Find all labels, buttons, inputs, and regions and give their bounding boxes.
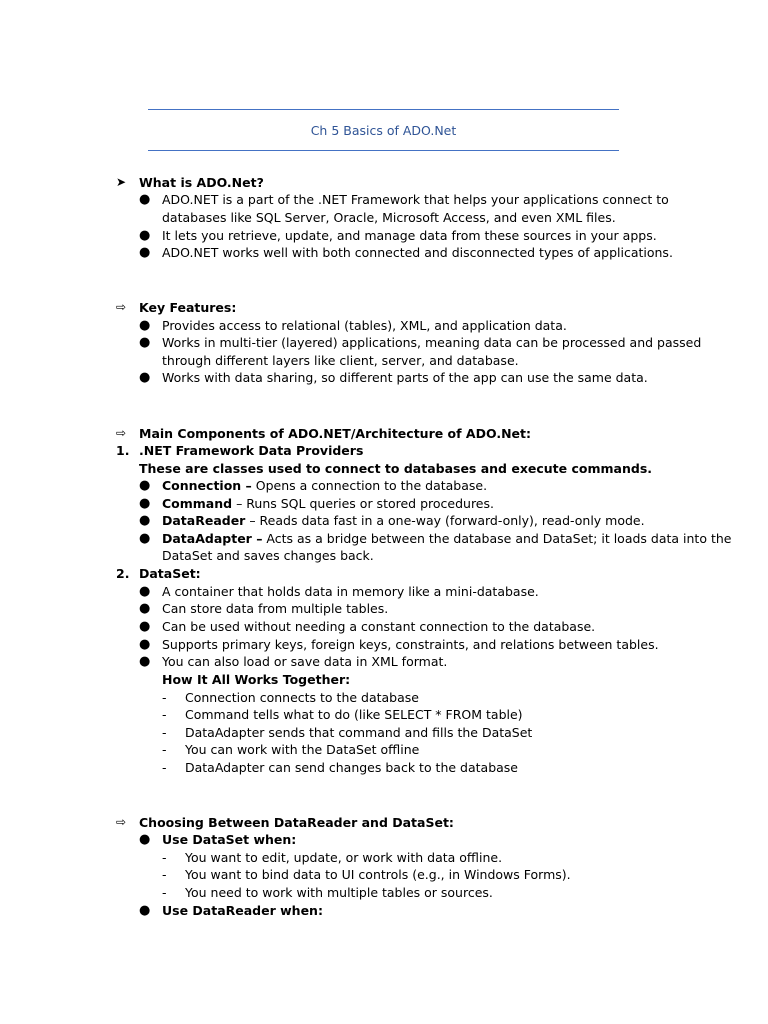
title-rule-bottom: [148, 150, 619, 151]
dash-icon: -: [162, 850, 167, 865]
list-item: A container that holds data in memory like a mini-database.: [162, 584, 539, 599]
dash-icon: -: [162, 867, 167, 882]
bullet-icon: ●: [139, 832, 151, 847]
section-heading-what-is: What is ADO.Net?: [139, 175, 264, 190]
list-item: DataAdapter can send changes back to the database: [185, 760, 519, 775]
list-item: Works with data sharing, so different parts of the app can use the same data.: [162, 370, 648, 385]
list-item: It lets you retrieve, update, and manage data from these sources in your apps.: [162, 228, 657, 243]
term-description: Opens a connection to the database.: [251, 478, 488, 493]
list-item: Provides access to relational (tables), XML, and application data.: [162, 318, 567, 333]
term-description: – Runs SQL queries or stored procedures.: [232, 496, 494, 511]
list-item: [162, 530, 731, 548]
bullet-icon: ●: [139, 478, 151, 493]
section-heading-key-features: Key Features:: [139, 300, 237, 315]
numbered-item-subtitle: These are classes used to connect to databases and execute commands.: [139, 461, 653, 476]
list-item-continuation: databases like SQL Server, Oracle, Microsoft Access, and even XML files.: [162, 210, 616, 225]
bullet-icon: ●: [139, 619, 151, 634]
dash-icon: -: [162, 760, 167, 775]
list-item: Works in multi-tier (layered) applications, meaning data can be processed and passed: [162, 335, 702, 350]
bullet-icon: ●: [139, 228, 151, 243]
bullet-icon: ●: [139, 370, 151, 385]
list-number: 2.: [116, 566, 130, 581]
section-heading-main-components: Main Components of ADO.NET/Architecture of ADO.Net:: [139, 426, 531, 441]
subsection-heading-how-it-works: How It All Works Together:: [162, 672, 351, 687]
list-item: ADO.NET works well with both connected and disconnected types of applications.: [162, 245, 673, 260]
list-item-continuation: through different layers like client, server, and database.: [162, 353, 519, 368]
bullet-icon: ●: [139, 531, 151, 546]
list-item: You want to bind data to UI controls (e.g., in Windows Forms).: [185, 867, 571, 882]
term-datareader: DataReader: [162, 513, 246, 528]
list-item: [162, 495, 494, 513]
dash-icon: -: [162, 725, 167, 740]
bullet-icon: ●: [139, 496, 151, 511]
bullet-icon: ●: [139, 192, 151, 207]
term-dataadapter: DataAdapter –: [162, 531, 263, 546]
list-item: Can be used without needing a constant connection to the database.: [162, 619, 596, 634]
list-item: You need to work with multiple tables or sources.: [185, 885, 493, 900]
list-item: DataAdapter sends that command and fills the DataSet: [185, 725, 533, 740]
bullet-icon: ●: [139, 637, 151, 652]
bullet-icon: ●: [139, 335, 151, 350]
term-command: Command: [162, 496, 233, 511]
list-item-use-dataset: Use DataSet when:: [162, 832, 297, 847]
numbered-item-title: DataSet:: [139, 566, 201, 581]
list-item: Command tells what to do (like SELECT * FROM table): [185, 707, 523, 722]
arrowhead-icon: ➤: [116, 175, 127, 189]
list-item: Connection connects to the database: [185, 690, 419, 705]
bullet-icon: ●: [139, 245, 151, 260]
list-item: You can also load or save data in XML format.: [162, 654, 448, 669]
list-item: Supports primary keys, foreign keys, constraints, and relations between tables.: [162, 637, 659, 652]
dash-icon: -: [162, 885, 167, 900]
list-item: Can store data from multiple tables.: [162, 601, 389, 616]
outline-arrow-icon: ⇨: [116, 426, 127, 440]
term-description: – Reads data fast in a one-way (forward-only), read-only mode.: [245, 513, 645, 528]
bullet-icon: ●: [139, 318, 151, 333]
term-connection: Connection –: [162, 478, 252, 493]
list-item: You can work with the DataSet offline: [185, 742, 420, 757]
bullet-icon: ●: [139, 513, 151, 528]
bullet-icon: ●: [139, 584, 151, 599]
dash-icon: -: [162, 707, 167, 722]
numbered-item-title: .NET Framework Data Providers: [139, 443, 364, 458]
term-description: Acts as a bridge between the database and DataSet; it loads data into the: [262, 531, 732, 546]
list-item-continuation: DataSet and saves changes back.: [162, 548, 374, 563]
dash-icon: -: [162, 742, 167, 757]
list-item: You want to edit, update, or work with data offline.: [185, 850, 503, 865]
list-item: [162, 477, 487, 495]
bullet-icon: ●: [139, 601, 151, 616]
section-heading-choosing: Choosing Between DataReader and DataSet:: [139, 815, 454, 830]
bullet-icon: ●: [139, 903, 151, 918]
bullet-icon: ●: [139, 654, 151, 669]
title-rule-top: [148, 109, 619, 110]
list-item: ADO.NET is a part of the .NET Framework that helps your applications connect to: [162, 192, 669, 207]
list-item-use-datareader: Use DataReader when:: [162, 903, 323, 918]
dash-icon: -: [162, 690, 167, 705]
outline-arrow-icon: ⇨: [116, 300, 127, 314]
outline-arrow-icon: ⇨: [116, 815, 127, 829]
page-title: Ch 5 Basics of ADO.Net: [310, 123, 457, 138]
list-number: 1.: [116, 443, 130, 458]
list-item: [162, 512, 645, 530]
